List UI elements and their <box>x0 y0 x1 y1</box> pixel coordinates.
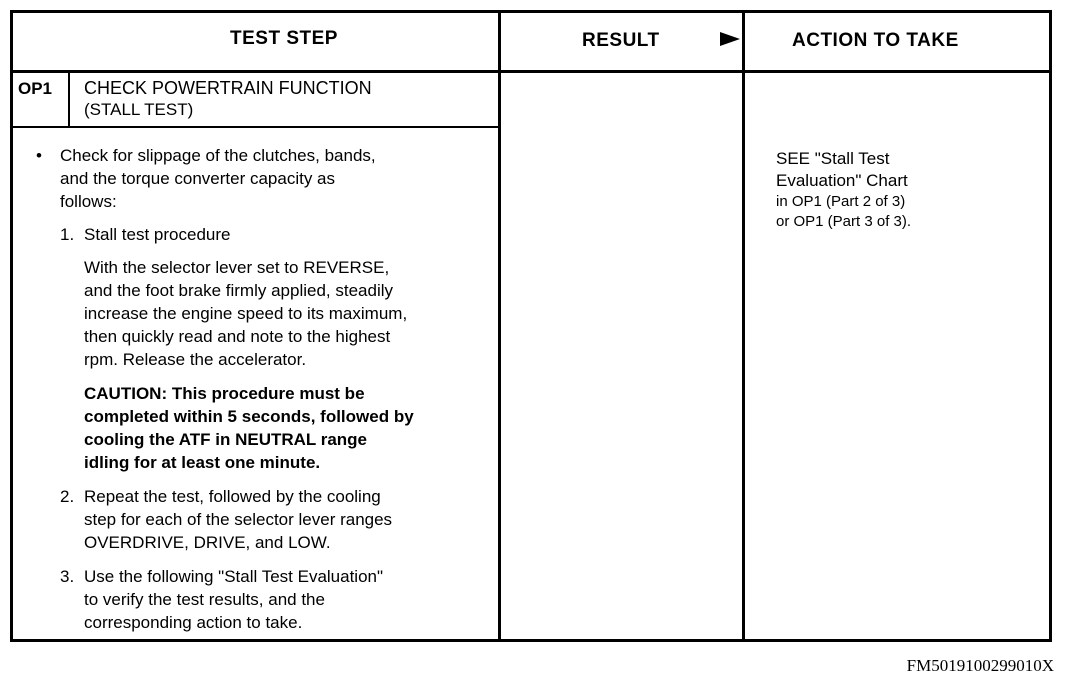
action-line: in OP1 (Part 2 of 3) <box>776 193 906 210</box>
header-result: RESULT <box>582 30 660 51</box>
header-test-step: TEST STEP <box>230 28 338 49</box>
caution-line: idling for at least one minute. <box>84 453 321 472</box>
item3-paragraph <box>84 565 383 634</box>
step-title-line2: (STALL TEST) <box>84 100 194 119</box>
item3-number: 3. <box>60 567 75 586</box>
item1-line: and the foot brake firmly applied, steadily <box>84 281 394 300</box>
arrow-icon <box>720 32 740 46</box>
table-left-border <box>10 10 13 642</box>
item2-line: OVERDRIVE, DRIVE, and LOW. <box>84 533 331 552</box>
item1-title: Stall test procedure <box>84 225 231 244</box>
item2-paragraph <box>84 485 392 554</box>
item1-line: then quickly read and note to the highest <box>84 327 391 346</box>
action-line: or OP1 (Part 3 of 3). <box>776 213 912 230</box>
intro-line: and the torque converter capacity as <box>60 169 335 188</box>
action-text <box>776 148 911 232</box>
item1-line: With the selector lever set to REVERSE, <box>84 258 390 277</box>
step-id-divider <box>68 72 70 127</box>
item2-line: step for each of the selector lever ranges <box>84 510 393 529</box>
caution-block <box>84 382 414 474</box>
step-id: OP1 <box>18 79 53 98</box>
caution-line: CAUTION: This procedure must be <box>84 384 365 403</box>
item1-paragraph <box>84 256 407 371</box>
action-line: Evaluation" Chart <box>776 171 908 190</box>
table-right-border <box>1049 10 1052 642</box>
figure-code: FM5019100299010X <box>906 656 1054 675</box>
item3-line: Use the following "Stall Test Evaluation" <box>84 567 384 586</box>
item1-number: 1. <box>60 225 75 244</box>
item1-line: increase the engine speed to its maximum, <box>84 304 408 323</box>
column-divider-2 <box>742 10 745 642</box>
action-line: SEE "Stall Test <box>776 149 890 168</box>
caution-line: completed within 5 seconds, followed by <box>84 407 414 426</box>
intro-line: Check for slippage of the clutches, bands, <box>60 146 376 165</box>
table-top-border <box>10 10 1052 13</box>
item3-line: corresponding action to take. <box>84 613 303 632</box>
column-divider-1 <box>498 10 501 642</box>
table-bottom-border <box>10 639 1052 642</box>
header-action: ACTION TO TAKE <box>792 30 959 51</box>
step-title-line1: CHECK POWERTRAIN FUNCTION <box>84 78 372 98</box>
bullet-icon: • <box>36 146 42 165</box>
item2-number: 2. <box>60 487 75 506</box>
caution-line: cooling the ATF in NEUTRAL range <box>84 430 368 449</box>
intro-text <box>60 144 376 213</box>
item2-line: Repeat the test, followed by the cooling <box>84 487 381 506</box>
step-title-divider <box>10 126 501 128</box>
item3-line: to verify the test results, and the <box>84 590 325 609</box>
intro-line: follows: <box>60 192 117 211</box>
item1-line: rpm. Release the accelerator. <box>84 350 307 369</box>
header-divider <box>10 70 1052 73</box>
